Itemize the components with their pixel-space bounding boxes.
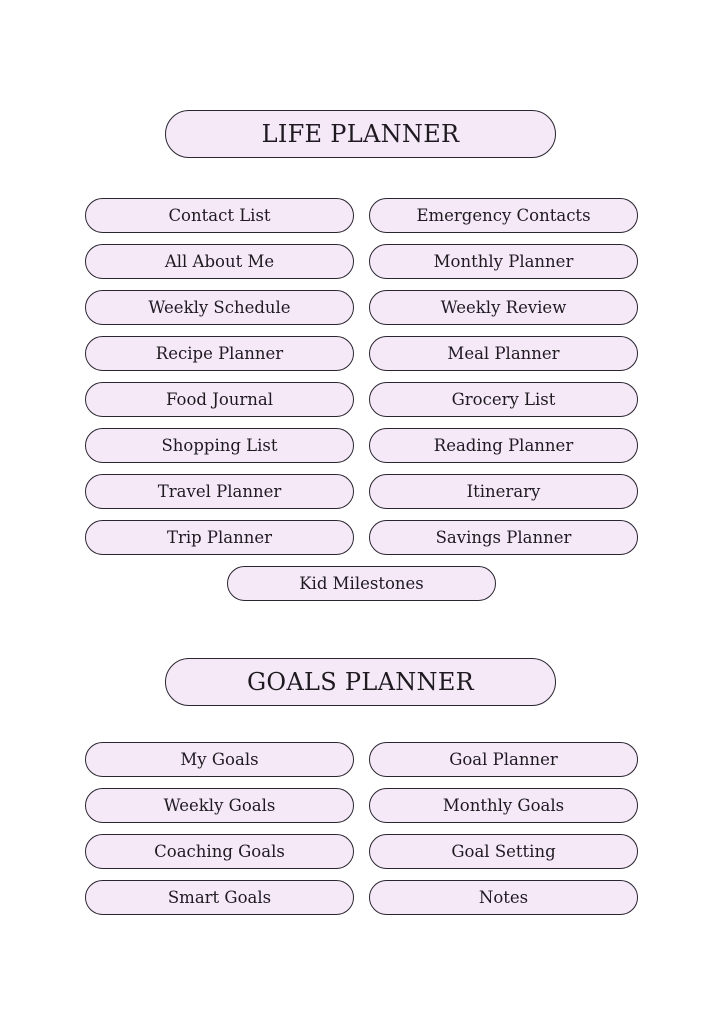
goals-planner-links <box>85 742 638 915</box>
goals-planner-heading: GOALS PLANNER <box>165 658 556 706</box>
link-kid-milestones[interactable]: Kid Milestones <box>227 566 496 601</box>
link-coaching-goals[interactable]: Coaching Goals <box>85 834 354 869</box>
link-goal-setting[interactable]: Goal Setting <box>369 834 638 869</box>
link-smart-goals[interactable]: Smart Goals <box>85 880 354 915</box>
link-all-about-me[interactable]: All About Me <box>85 244 354 279</box>
link-shopping-list[interactable]: Shopping List <box>85 428 354 463</box>
life-planner-heading: LIFE PLANNER <box>165 110 556 158</box>
link-weekly-goals[interactable]: Weekly Goals <box>85 788 354 823</box>
link-trip-planner[interactable]: Trip Planner <box>85 520 354 555</box>
link-my-goals[interactable]: My Goals <box>85 742 354 777</box>
link-itinerary[interactable]: Itinerary <box>369 474 638 509</box>
link-weekly-review[interactable]: Weekly Review <box>369 290 638 325</box>
link-meal-planner[interactable]: Meal Planner <box>369 336 638 371</box>
link-monthly-planner[interactable]: Monthly Planner <box>369 244 638 279</box>
link-weekly-schedule[interactable]: Weekly Schedule <box>85 290 354 325</box>
link-monthly-goals[interactable]: Monthly Goals <box>369 788 638 823</box>
link-notes[interactable]: Notes <box>369 880 638 915</box>
link-travel-planner[interactable]: Travel Planner <box>85 474 354 509</box>
link-recipe-planner[interactable]: Recipe Planner <box>85 336 354 371</box>
link-goal-planner[interactable]: Goal Planner <box>369 742 638 777</box>
link-contact-list[interactable]: Contact List <box>85 198 354 233</box>
link-food-journal[interactable]: Food Journal <box>85 382 354 417</box>
link-reading-planner[interactable]: Reading Planner <box>369 428 638 463</box>
link-grocery-list[interactable]: Grocery List <box>369 382 638 417</box>
link-savings-planner[interactable]: Savings Planner <box>369 520 638 555</box>
link-emergency-contacts[interactable]: Emergency Contacts <box>369 198 638 233</box>
life-planner-links <box>85 198 638 601</box>
